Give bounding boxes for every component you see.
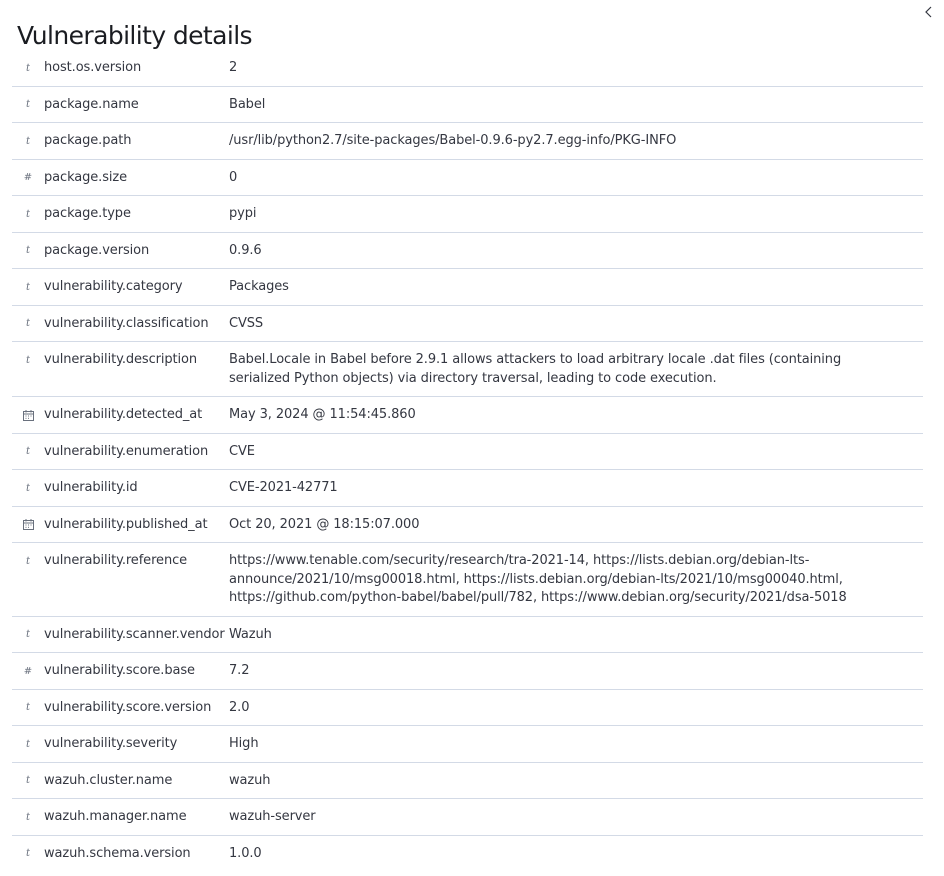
string-type-icon: t [25,482,31,494]
string-type-icon: t [25,245,31,256]
field-value: 0.9.6 [229,242,262,258]
field-row [12,434,923,471]
date-type-icon [12,516,44,534]
field-name: vulnerability.score.version [44,699,212,715]
field-name: wazuh.manager.name [44,809,187,824]
string-type-icon: t [25,99,31,110]
page-title: Vulnerability details [17,21,252,50]
field-row [12,306,923,343]
field-name: vulnerability.description [44,352,198,367]
field-name: vulnerability.score.base [44,663,195,678]
string-type-icon: t [25,208,31,220]
field-value: wazuh [229,772,271,788]
string-type-icon: t [25,848,31,859]
string-type-icon: t [25,135,31,147]
chevron-left-icon [922,4,936,20]
field-row [12,397,923,434]
field-value: Packages [229,279,289,294]
field-name: vulnerability.severity [44,736,178,751]
string-type-icon: t [25,775,31,786]
field-row [12,160,923,197]
field-name: package.type [44,206,131,221]
field-value: CVSS [229,315,264,331]
field-name: package.size [44,169,128,185]
string-type-icon: t [25,738,31,750]
field-value: Babel [229,96,266,112]
field-value: 2 [229,60,238,75]
field-name: package.path [44,133,132,148]
field-value: 1.0.0 [229,845,262,861]
field-name: package.name [44,96,139,112]
field-value: May 3, 2024 @ 11:54:45.860 [229,407,416,422]
string-type-icon: t [25,354,31,366]
field-name: vulnerability.id [44,480,138,495]
field-value: High [229,736,259,751]
field-row [12,799,923,836]
field-name: wazuh.schema.version [44,845,191,861]
field-name: wazuh.cluster.name [44,772,173,788]
field-name: vulnerability.category [44,279,183,294]
field-value: Oct 20, 2021 @ 18:15:07.000 [229,516,420,532]
field-value: Wazuh [229,626,272,642]
date-type-icon [12,406,44,424]
field-value: pypi [229,206,257,221]
field-name: vulnerability.reference [44,553,188,568]
string-type-icon: t [25,446,31,457]
string-type-icon: t [25,702,31,713]
string-type-icon: t [25,629,31,640]
calendar-icon [23,519,34,530]
field-value: 2.0 [229,699,250,715]
string-type-icon: t [25,555,31,567]
field-row [12,653,923,690]
number-type-icon: # [23,172,33,183]
field-name: package.version [44,242,150,258]
field-row [12,617,923,654]
field-value: wazuh-server [229,809,316,824]
field-row [12,690,923,727]
field-name: host.os.version [44,60,142,75]
calendar-icon [23,410,34,421]
string-type-icon: t [25,62,31,74]
field-row [12,233,923,270]
field-name: vulnerability.scanner.vendor [44,626,225,642]
number-type-icon: # [23,665,33,677]
field-table [12,50,923,871]
field-row [12,726,923,763]
field-value: Babel.Locale in Babel before 2.9.1 allows attackers to load arbitrary locale .dat files (containing serialized Python objects) via directory traversal, leading to code execution. [229,352,842,386]
field-value: CVE-2021-42771 [229,480,338,495]
field-row [12,87,923,124]
string-type-icon: t [25,318,31,329]
field-row [12,470,923,507]
field-row [12,123,923,160]
string-type-icon: t [25,811,31,823]
field-name: vulnerability.published_at [44,516,208,532]
field-value: /usr/lib/python2.7/site-packages/Babel-0.9.6-py2.7.egg-info/PKG-INFO [229,133,677,148]
field-value: 0 [229,169,238,185]
field-row [12,836,923,872]
field-name: vulnerability.enumeration [44,443,209,459]
close-flyout-button[interactable] [922,4,936,20]
field-name: vulnerability.classification [44,315,209,331]
field-value: https://www.tenable.com/security/research/tra-2021-14, https://lists.debian.org/debian-lts-announce/2021/10/msg00018.html, https://lists.debian.org/debian-lts/2021/10/msg00040.html, https://github.com/python-babel/babel/pull/782, https://www.debian.org/security/2021/dsa-5018 [229,553,847,605]
field-row [12,763,923,800]
field-row [12,342,923,397]
field-name: vulnerability.detected_at [44,407,203,422]
string-type-icon: t [25,281,31,293]
field-row [12,543,923,617]
field-value: CVE [229,443,255,459]
field-row [12,50,923,87]
field-row [12,507,923,544]
field-row [12,269,923,306]
field-row [12,196,923,233]
field-value: 7.2 [229,663,250,678]
